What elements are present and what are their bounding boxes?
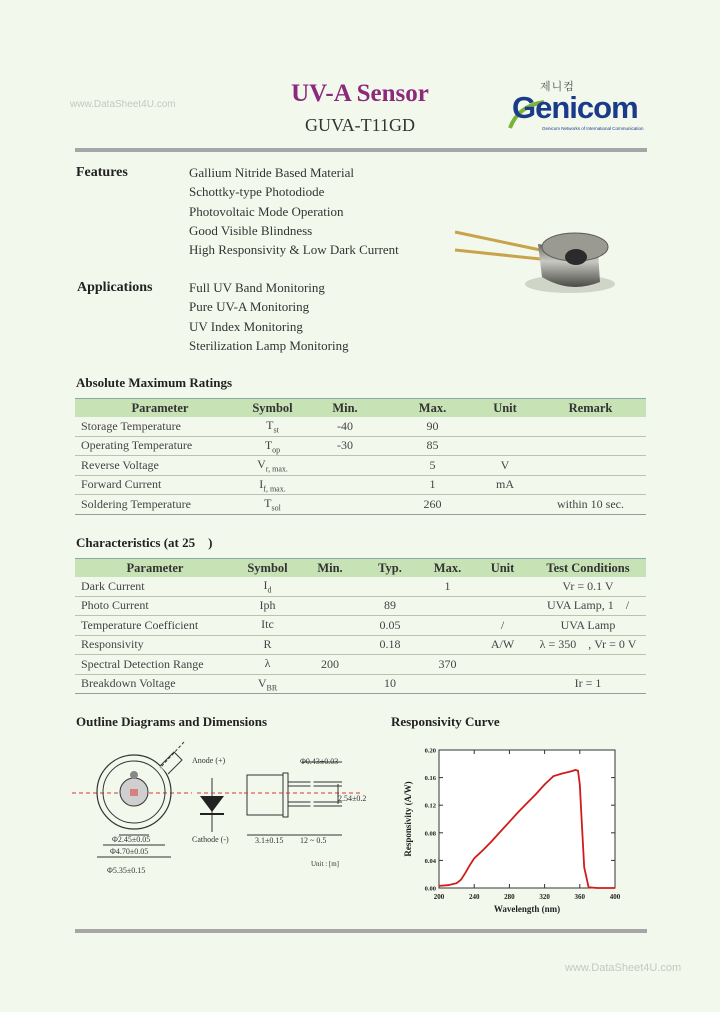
data-point xyxy=(465,872,466,873)
min-cell xyxy=(300,674,360,694)
data-point xyxy=(456,883,457,884)
table-row xyxy=(75,616,646,636)
column-header: Unit xyxy=(475,399,535,418)
dim-height: 3.1±0.15 xyxy=(255,836,284,845)
list-item: Gallium Nitride Based Material xyxy=(189,165,354,180)
param-cell: Responsivity xyxy=(75,635,235,655)
remark-cell: within 10 sec. xyxy=(535,495,646,515)
data-point xyxy=(584,867,585,868)
symbol-cell xyxy=(235,674,300,694)
anode-label: Anode (+) xyxy=(192,756,226,765)
unit-cell xyxy=(475,577,530,596)
dim-cap: Φ4.70±0.05 xyxy=(110,847,149,856)
column-header: Min. xyxy=(300,399,390,418)
column-header: Min. xyxy=(300,559,360,578)
unit-cell xyxy=(475,495,535,515)
table-row xyxy=(75,674,646,694)
list-item: Full UV Band Monitoring xyxy=(189,280,325,295)
table-row xyxy=(75,577,646,596)
param-cell: Forward Current xyxy=(75,475,245,495)
data-point xyxy=(614,887,615,888)
y-tick-label: 0.16 xyxy=(424,775,436,783)
param-cell: Operating Temperature xyxy=(75,436,245,456)
characteristics-title: Characteristics (at 25 ) xyxy=(76,535,213,550)
param-cell: Reverse Voltage xyxy=(75,456,245,476)
features-label: Features xyxy=(76,165,128,180)
symbol-cell xyxy=(245,417,300,436)
symbol: V xyxy=(257,457,266,472)
column-header: Parameter xyxy=(75,399,245,418)
unit-note: Unit : [m] xyxy=(311,860,339,868)
typ-cell xyxy=(360,577,420,596)
min-cell: 200 xyxy=(300,655,360,675)
param-cell: Soldering Temperature xyxy=(75,495,245,515)
table-row xyxy=(75,495,646,515)
list-item: Photovoltaic Mode Operation xyxy=(189,203,344,219)
param-cell: Photo Current xyxy=(75,596,235,616)
symbol: V xyxy=(257,675,267,690)
unit-cell xyxy=(475,596,530,616)
min-cell: -30 xyxy=(300,436,390,456)
symbol-cell xyxy=(235,596,300,616)
symbol-sub: op xyxy=(272,444,281,454)
min-cell xyxy=(300,596,360,616)
param-cell: Spectral Detection Range xyxy=(75,655,235,675)
table-row xyxy=(75,475,646,495)
y-tick-label: 0.20 xyxy=(424,747,436,755)
symbol-cell xyxy=(235,635,300,655)
condition-cell: UVA Lamp, 1 / xyxy=(530,596,646,616)
param-cell: Breakdown Voltage xyxy=(75,674,235,694)
min-cell: -40 xyxy=(300,417,390,436)
remark-cell xyxy=(535,456,646,476)
symbol: T xyxy=(266,418,274,433)
symbol: λ xyxy=(264,656,271,671)
applications-label: Applications xyxy=(77,280,153,295)
param-cell: Storage Temperature xyxy=(75,417,245,436)
table-row xyxy=(75,635,646,655)
data-point xyxy=(577,770,578,771)
logo-tagline: Genicom Networks of International Communication xyxy=(542,126,644,131)
max-cell: 85 xyxy=(390,436,475,456)
condition-cell xyxy=(530,655,646,675)
data-point xyxy=(460,879,461,880)
part-number: GUVA-T11GD xyxy=(305,115,415,135)
remark-cell xyxy=(535,417,646,436)
data-point xyxy=(526,803,527,804)
column-header: Max. xyxy=(420,559,475,578)
data-point xyxy=(438,885,439,886)
symbol-sub: d xyxy=(267,585,272,595)
unit-cell: A/W xyxy=(475,635,530,655)
data-point xyxy=(509,821,510,822)
symbol-cell xyxy=(245,456,300,476)
x-tick-label: 200 xyxy=(433,893,445,901)
x-tick-label: 360 xyxy=(574,893,586,901)
logo-korean-text: 제니컴 xyxy=(540,81,575,93)
unit-cell xyxy=(475,674,530,694)
data-point xyxy=(581,818,582,819)
table-header-row xyxy=(75,399,646,418)
list-item: Sterilization Lamp Monitoring xyxy=(189,337,349,353)
data-point xyxy=(500,831,501,832)
unit-cell: / xyxy=(475,616,530,636)
column-header: Remark xyxy=(535,399,646,418)
dim-lead-length: 12 ~ 0.5 xyxy=(300,836,327,845)
sensor-photo xyxy=(450,212,620,307)
column-header: Symbol xyxy=(235,559,300,578)
x-tick-label: 320 xyxy=(539,893,550,901)
table-row xyxy=(75,596,646,616)
data-point xyxy=(491,840,492,841)
table-row xyxy=(75,417,646,436)
column-header: Parameter xyxy=(75,559,235,578)
header-divider xyxy=(75,148,647,152)
symbol-cell xyxy=(235,655,300,675)
symbol: Iph xyxy=(259,597,276,612)
column-header: Symbol xyxy=(245,399,300,418)
symbol-cell xyxy=(235,616,300,636)
dim-lead: Φ0.43±0.03 xyxy=(300,757,339,766)
list-item: UV Index Monitoring xyxy=(189,318,303,334)
condition-cell: Vr = 0.1 V xyxy=(530,577,646,596)
data-point xyxy=(518,812,519,813)
characteristics-table xyxy=(75,558,646,694)
min-cell xyxy=(300,495,390,515)
symbol-sub: sol xyxy=(271,503,281,513)
dim-flange: Φ5.35±0.15 xyxy=(107,866,146,875)
data-point xyxy=(548,780,549,781)
symbol: Itc xyxy=(261,617,274,632)
unit-cell: mA xyxy=(475,475,535,495)
column-header: Test Conditions xyxy=(530,559,646,578)
features-list xyxy=(189,163,399,259)
max-cell: 1 xyxy=(390,475,475,495)
y-tick-label: 0.04 xyxy=(424,857,436,865)
data-point xyxy=(575,769,576,770)
max-cell: 5 xyxy=(390,456,475,476)
max-cell xyxy=(420,616,475,636)
list-item: Schottky-type Photodiode xyxy=(189,184,325,200)
symbol: I xyxy=(259,476,264,491)
column-header: Typ. xyxy=(360,559,420,578)
data-point xyxy=(535,794,536,795)
max-cell: 370 xyxy=(420,655,475,675)
symbol: T xyxy=(264,437,273,452)
max-cell: 260 xyxy=(390,495,475,515)
symbol-cell xyxy=(245,475,300,495)
column-header: Unit xyxy=(475,559,530,578)
max-cell: 90 xyxy=(390,417,475,436)
table-row xyxy=(75,456,646,476)
x-tick-label: 280 xyxy=(504,893,515,901)
outline-title: Outline Diagrams and Dimensions xyxy=(76,714,268,729)
table-header-row xyxy=(75,559,646,578)
data-point xyxy=(570,771,571,772)
symbol-sub: BR xyxy=(266,682,278,692)
condition-cell: UVA Lamp xyxy=(530,616,646,636)
symbol-sub: st xyxy=(273,425,279,435)
min-cell xyxy=(300,475,390,495)
table-row xyxy=(75,655,646,675)
list-item: Good Visible Blindness xyxy=(189,222,313,238)
y-tick-label: 0.00 xyxy=(424,885,436,893)
unit-cell: V xyxy=(475,456,535,476)
logo: Genicom xyxy=(512,90,638,125)
table-row xyxy=(75,436,646,456)
page-title: UV-A Sensor xyxy=(291,80,429,107)
plot-frame xyxy=(439,750,615,888)
list-item: High Responsivity & Low Dark Current xyxy=(189,242,399,258)
cathode-label: Cathode (-) xyxy=(192,835,229,844)
data-point xyxy=(553,776,554,777)
watermark-top: www.DataSheet4U.com xyxy=(70,99,176,110)
typ-cell: 89 xyxy=(360,596,420,616)
footer-divider xyxy=(75,929,647,933)
typ-cell: 0.05 xyxy=(360,616,420,636)
watermark-bottom: www.DataSheet4U.com xyxy=(565,962,682,974)
dim-window: Φ2.45±0.05 xyxy=(112,835,151,844)
x-tick-label: 400 xyxy=(609,893,621,901)
y-axis-label: Responsivity (A/W) xyxy=(403,781,413,857)
typ-cell: 10 xyxy=(360,674,420,694)
min-cell xyxy=(300,577,360,596)
data-point xyxy=(482,849,483,850)
unit-cell xyxy=(475,655,530,675)
applications-list xyxy=(189,278,349,355)
min-cell xyxy=(300,616,360,636)
remark-cell xyxy=(535,436,646,456)
y-tick-label: 0.08 xyxy=(424,830,436,838)
data-point xyxy=(469,865,470,866)
list-item: Pure UV-A Monitoring xyxy=(189,299,310,315)
x-axis-label: Wavelength (nm) xyxy=(493,904,561,914)
responsivity-chart xyxy=(395,742,635,932)
symbol-sub: r, max. xyxy=(265,464,288,474)
typ-cell xyxy=(360,655,420,675)
param-cell: Dark Current xyxy=(75,577,235,596)
min-cell xyxy=(300,456,390,476)
unit-cell xyxy=(475,436,535,456)
data-point xyxy=(579,784,580,785)
chart-title: Responsivity Curve xyxy=(391,714,500,729)
min-cell xyxy=(300,635,360,655)
abs-max-table xyxy=(75,398,646,515)
data-point xyxy=(597,887,598,888)
symbol-cell xyxy=(245,436,300,456)
y-tick-label: 0.12 xyxy=(424,802,436,810)
x-tick-label: 240 xyxy=(468,893,480,901)
data-point xyxy=(544,784,545,785)
unit-cell xyxy=(475,417,535,436)
data-point xyxy=(562,773,563,774)
symbol: I xyxy=(263,578,268,593)
condition-cell: λ = 350 , Vr = 0 V xyxy=(530,635,646,655)
max-cell xyxy=(420,635,475,655)
param-cell: Temperature Coefficient xyxy=(75,616,235,636)
symbol-cell xyxy=(245,495,300,515)
data-point xyxy=(447,885,448,886)
remark-cell xyxy=(535,475,646,495)
abs-max-title: Absolute Maximum Ratings xyxy=(76,375,233,390)
data-point xyxy=(474,858,475,859)
column-header: Max. xyxy=(390,399,475,418)
typ-cell: 0.18 xyxy=(360,635,420,655)
max-cell xyxy=(420,596,475,616)
symbol-cell xyxy=(235,577,300,596)
dim-pitch: 2.54±0.2 xyxy=(338,794,367,803)
symbol: R xyxy=(263,636,272,651)
max-cell: 1 xyxy=(420,577,475,596)
data-point xyxy=(588,887,589,888)
condition-cell: Ir = 1 xyxy=(530,674,646,694)
symbol: T xyxy=(264,496,272,511)
symbol-sub: f, max. xyxy=(263,483,286,493)
max-cell xyxy=(420,674,475,694)
